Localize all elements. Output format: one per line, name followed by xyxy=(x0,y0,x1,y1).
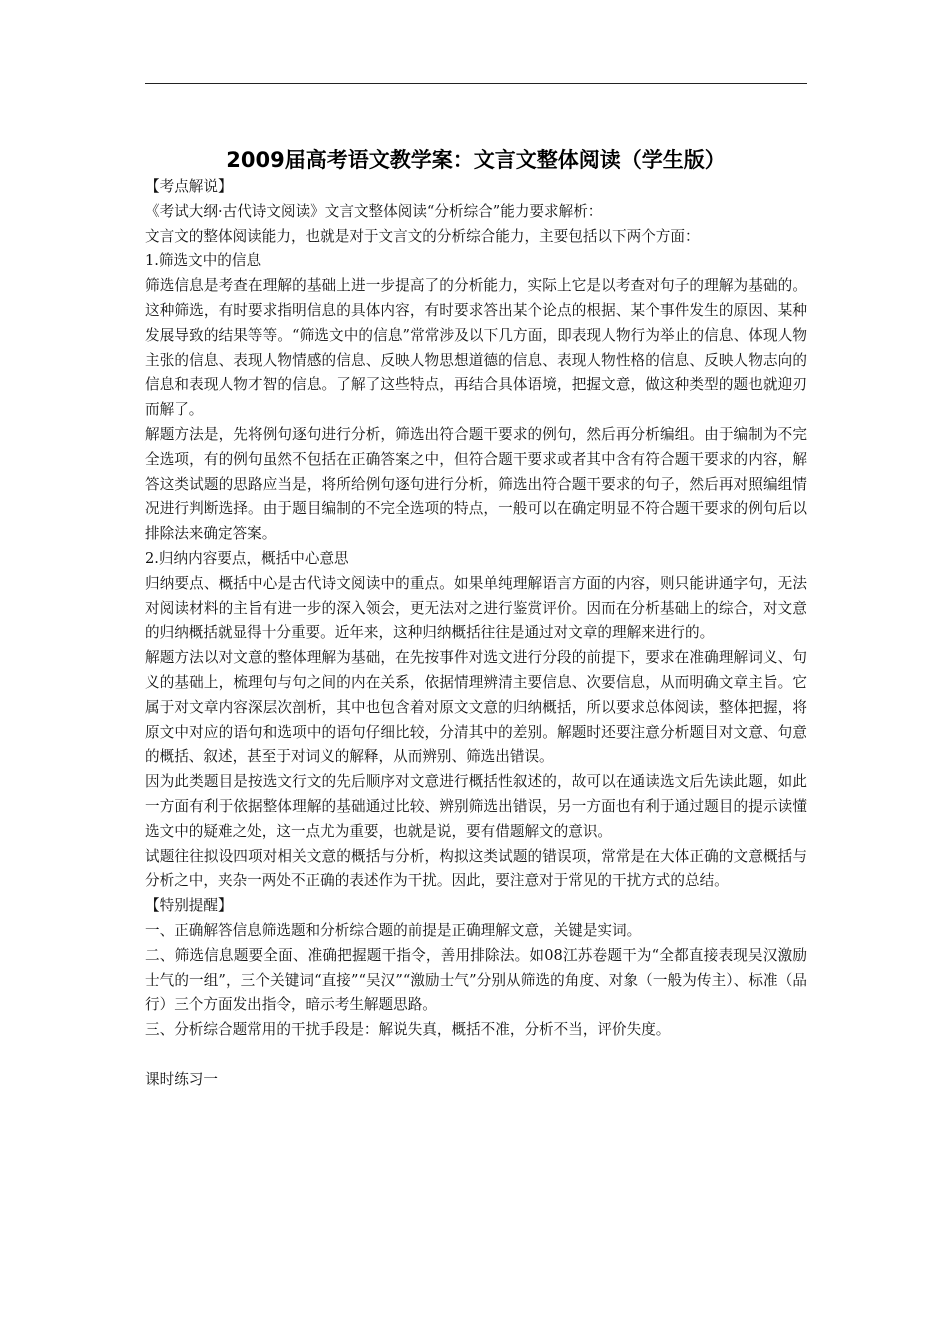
body-paragraph: 文言文的整体阅读能力，也就是对于文言文的分析综合能力，主要包括以下两个方面： xyxy=(145,227,700,245)
body-paragraph: 《考试大纲·古代诗文阅读》文言文整体阅读“分析综合”能力要求解析： xyxy=(145,202,603,220)
subheading-info-filtering: 1.筛选文中的信息 xyxy=(145,252,262,270)
body-paragraph: 归纳要点、概括中心是古代诗文阅读中的重点。如果单纯理解语言方面的内容，则只能讲通字句，无法对阅读材料的主旨有进一步的深入领会，更无法对之进行鉴赏评价。因而在分析基础上的综合，对文意的归纳概括就显得十分重要。近年来，这种归纳概括往往是通过对文章的理解来进行的。 xyxy=(145,574,807,642)
reminder-item: 一、正确解答信息筛选题和分析综合题的前提是正确理解文意，关键是实词。 xyxy=(145,921,642,939)
body-paragraph: 试题往往拟设四项对相关文意的概括与分析，构拟这类试题的错误项，常常是在大体正确的文意概括与分析之中，夹杂一两处不正确的表述作为干扰。因此，要注意对于常见的干扰方式的总结。 xyxy=(145,847,807,890)
section-heading-special-reminder: 【特别提醒】 xyxy=(145,897,233,915)
body-paragraph: 解题方法是，先将例句逐句进行分析，筛选出符合题干要求的例句，然后再分析编组。由于编制为不完全选项，有的例句虽然不包括在正确答案之中，但符合题干要求或者其中含有符合题干要求的内容，解答这类试题的思路应当是，将所给例句逐句进行分析，筛选出符合题干要求的句子，然后再对照编组情况进行判断选择。由于题目编制的不完全选项的特点，一般可以在确定明显不符合题干要求的例句后以排除法来确定答案。 xyxy=(145,425,807,543)
reminder-item: 三、分析综合题常用的干扰手段是：解说失真，概括不准，分析不当，评价失度。 xyxy=(145,1021,671,1039)
subheading-summarize-points: 2.归纳内容要点，概括中心意思 xyxy=(145,549,349,567)
document-body xyxy=(145,175,807,1092)
page-title: 2009届高考语文教学案：文言文整体阅读（学生版） xyxy=(226,148,726,173)
reminder-item: 二、筛选信息题要全面、准确把握题干指令，善用排除法。如08江苏卷题干为“全都直接表现吴汉激励士气的一组”，三个关键词“直接”“吴汉”“激励士气”分别从筛选的角度、对象（一般为传主）、标准（品行）三个方面发出指令，暗示考生解题思路。 xyxy=(145,946,807,1014)
body-paragraph: 因为此类题目是按选文行文的先后顺序对文意进行概括性叙述的，故可以在通读选文后先读此题，如此一方面有利于依据整体理解的基础通过比较、辨别筛选出错误，另一方面也有利于通过题目的提示读懂选文中的疑难之处，这一点尤为重要，也就是说，要有借题解文的意识。 xyxy=(145,773,807,840)
exercise-label: 课时练习一 xyxy=(145,1070,218,1088)
section-heading-exam-points: 【考点解说】 xyxy=(145,178,233,195)
top-rule-divider xyxy=(145,83,807,84)
blank-line xyxy=(145,1043,807,1068)
body-paragraph: 筛选信息是考查在理解的基础上进一步提高了的分析能力，实际上它是以考查对句子的理解为基础的。这种筛选，有时要求指明信息的具体内容，有时要求答出某个论点的根据、某个事件发生的原因、某种发展导致的结果等等。“筛选文中的信息”常常涉及以下几方面，即表现人物行为举止的信息、体现人物主张的信息、表现人物情感的信息、反映人物思想道德的信息、表现人物性格的信息、反映人物志向的信息和表现人物才智的信息。了解了这些特点，再结合具体语境，把握文意，做这种类型的题也就迎刃而解了。 xyxy=(145,277,807,419)
body-paragraph: 解题方法以对文意的整体理解为基础，在先按事件对选文进行分段的前提下，要求在准确理解词义、句义的基础上，梳理句与句之间的内在关系，依据情理辨清主要信息、次要信息，从而明确文章主旨。它属于对文章内容深层次剖析，其中也包含着对原文文意的归纳概括，所以要求总体阅读，整体把握，将原文中对应的语句和选项中的语句仔细比较，分清其中的差别。解题时还要注意分析题目对文意、句意的概括、叙述，甚至于对词义的解释，从而辨别、筛选出错误。 xyxy=(145,649,807,766)
